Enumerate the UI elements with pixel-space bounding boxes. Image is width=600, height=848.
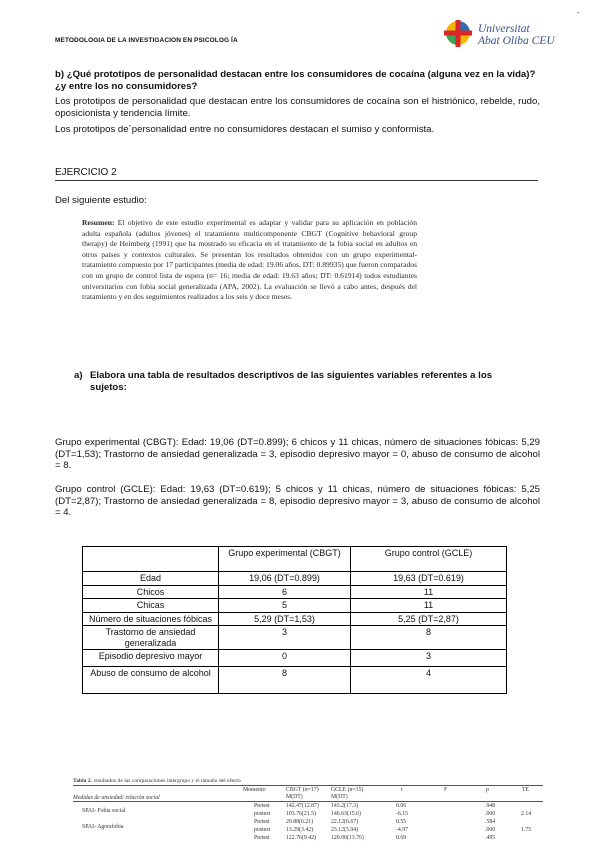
table2-col-gcle: GCLE (n=15) xyxy=(331,787,364,793)
table-cell: Chicas xyxy=(83,599,219,613)
table2-cell: 103.76(21.5) xyxy=(286,811,316,817)
abstract-body: El objetivo de este estudio experimental es adaptar y validar para su aplicación en población adulta española (adultos jóvenes) el tratamiento multicomponente CBGT (Cognitive behavioral group therapy) de Heimberg (1991) que ha mostrado su eficacia en el tratamiento de la fobia social en adultos en otros países y contextos culturales. Se presentan los resultados obtenidos con un grupo experimental-tratamiento compuesto por 17 participantes (media de edad: 19.06 años, DT: 0.89935) que fueron comparados con un grupo de control lista de espera (n= 16; media de edad: 19.63 años; DT: 0.61914) todos estudiantes universitarios con fobia social generalizada (APA, 2002). La evaluación se llevó a cabo antes, después del tratamiento y en dos seguimientos realizados a los seis y doce meses. xyxy=(82,218,417,302)
table-cell: 4 xyxy=(351,667,507,694)
table2-col-gcle-sub: M(DT) xyxy=(331,794,348,800)
table-cell: 3 xyxy=(219,626,351,650)
table2-col-p: p xyxy=(486,787,489,793)
table2-col-f: F xyxy=(444,787,448,793)
results-table xyxy=(82,546,507,694)
table2-cell: 0.55 xyxy=(396,819,407,825)
table-cell: Número de situaciones fóbicas xyxy=(83,612,219,626)
group-experimental-text: Grupo experimental (CBGT): Edad: 19,06 (DT=0.899); 6 chicos y 11 chicas, número de situaciones fóbicas: 5,29 (DT=1,53); Trastorno de ansiedad generalizada = 3, episodio depresivo mayor = 0, abuso de consumo de alcohol = 8. xyxy=(55,437,540,472)
question-b-answer-2: Los prototipos de´personalidad entre no consumidores destacan el sumiso y conformista. xyxy=(55,124,435,135)
table-row xyxy=(83,585,507,599)
table2-cell: postest xyxy=(254,827,271,833)
table2-cell: .495 xyxy=(485,835,496,841)
item-a-marker: a) xyxy=(74,370,83,381)
table2-col-cbgt-sub: M(DT) xyxy=(286,794,303,800)
table-cell: 0 xyxy=(219,650,351,667)
section-divider xyxy=(55,180,538,181)
table2-cell: .584 xyxy=(485,819,496,825)
table-row xyxy=(83,572,507,586)
question-b-title: b) ¿Qué prototipos de personalidad destacan entre los consumidores de cocaína (alguna vez en la vida)? ¿y entre los no consumidores? xyxy=(55,69,536,92)
table2-cell: 0.06 xyxy=(396,803,407,809)
table2-caption-label: Tabla 2. xyxy=(73,778,93,784)
table2-cell: .000 xyxy=(485,811,496,817)
table-cell: Abuso de consumo de alcohol xyxy=(83,667,219,694)
table-cell: 5 xyxy=(219,599,351,613)
table2-col-cbgt: CBGT (n=17) xyxy=(286,787,319,793)
table-cell: 5,29 (DT=1,53) xyxy=(219,612,351,626)
table2-cell: .000 xyxy=(485,827,496,833)
table2-cell: 143.2(17.3) xyxy=(331,803,359,809)
table2-cell: 120.00(13.76) xyxy=(331,835,364,841)
table2-cell: 13.29(3.42) xyxy=(286,827,314,833)
table2-cell: 2.14 xyxy=(521,811,532,817)
group-control-text: Grupo control (GCLE): Edad: 19,63 (DT=0.619); 5 chicos y 11 chicas, número de situaciones fóbicas: 5,25 (DT=2,87); Trastorno de ansiedad generalizada = 8, episodio depresivo mayor = 3, abuso de consumo de alcohol = 4. xyxy=(55,484,540,519)
table2-col-te: TE xyxy=(522,787,530,793)
table-cell: Edad xyxy=(83,572,219,586)
table-row xyxy=(83,599,507,613)
table2-cell: 122.76(9.42) xyxy=(286,835,316,841)
table2-stub: Medidas de ansiedad/ relación social xyxy=(73,795,160,801)
table-cell: Episodio depresivo mayor xyxy=(83,650,219,667)
university-name-line2: Abat Oliba CEU xyxy=(478,35,555,47)
table-cell: 19,63 (DT=0.619) xyxy=(351,572,507,586)
table-cell: Chicos xyxy=(83,585,219,599)
table2-cell: -4.97 xyxy=(396,827,409,833)
table2-measure: SPAI- Agorafobia xyxy=(82,824,124,830)
table2-col-t: t xyxy=(401,787,403,793)
table2-cell: 20.88(6.21) xyxy=(286,819,314,825)
table-cell: 8 xyxy=(351,626,507,650)
table2-cell: Pretest xyxy=(254,803,270,809)
table-row xyxy=(83,626,507,650)
table-header-row xyxy=(83,547,507,572)
item-a-title: Elabora una tabla de resultados descriptivos de las siguientes variables referentes a los sujetos: xyxy=(90,370,493,393)
table2-cell: -6.15 xyxy=(396,811,409,817)
exercise-2-intro: Del siguiente estudio: xyxy=(55,195,147,206)
table-cell: Trastorno de ansiedad generalizada xyxy=(83,626,219,650)
table-cell: 3 xyxy=(351,650,507,667)
table2-cell: 146.63(15.6) xyxy=(331,811,361,817)
table-row xyxy=(83,667,507,694)
table2-cell: postest xyxy=(254,811,271,817)
question-b-answer-1: Los prototipos de personalidad que destacan entre los consumidores de cocaína son el histriónico, rebelde, rudo, oposicionista y tendencia límite. xyxy=(55,96,540,119)
table-cell: 6 xyxy=(219,585,351,599)
table-cell: 19,06 (DT=0.899) xyxy=(219,572,351,586)
table-header-cell: Grupo control (GCLE) xyxy=(351,547,507,572)
table2-cell: 22.12(6.67) xyxy=(331,819,359,825)
university-name xyxy=(478,23,555,47)
exercise-2-title: EJERCICIO 2 xyxy=(55,167,117,178)
table2-caption xyxy=(73,778,241,784)
table2-cell: Pretest xyxy=(254,819,270,825)
table2-caption-text: resultados de las comparaciones intergrupo y el tamaño del efecto xyxy=(92,778,241,784)
table-row xyxy=(83,650,507,667)
table2-top-rule xyxy=(73,785,543,786)
table2-cell: Pretest xyxy=(254,835,270,841)
table2-header-rule xyxy=(73,801,543,802)
table-row xyxy=(83,612,507,626)
table-cell: 8 xyxy=(219,667,351,694)
table2-cell: 23.12(5.94) xyxy=(331,827,359,833)
abstract-lead: Resumen: xyxy=(82,218,115,227)
table-cell: 11 xyxy=(351,585,507,599)
table-cell: 11 xyxy=(351,599,507,613)
study-abstract xyxy=(82,218,417,303)
course-title: METODOLOGIA DE LA INVESTIGACION EN PSICOLOG ÍA xyxy=(55,37,238,44)
table-header-cell: Grupo experimental (CBGT) xyxy=(219,547,351,572)
table-cell: 5,25 (DT=2,87) xyxy=(351,612,507,626)
table-header-cell xyxy=(83,547,219,572)
table2-cell: 142.47(12.87) xyxy=(286,803,319,809)
table2-cell: 1.75 xyxy=(521,827,532,833)
university-name-line1: Universitat xyxy=(478,23,530,35)
table2-cell: .948 xyxy=(485,803,496,809)
table2-measure: SPAI- Fobia social xyxy=(82,808,126,814)
corner-mark: - xyxy=(577,8,580,17)
table2-col-moment: Momento xyxy=(243,787,266,793)
table2-cell: 0.69 xyxy=(396,835,407,841)
